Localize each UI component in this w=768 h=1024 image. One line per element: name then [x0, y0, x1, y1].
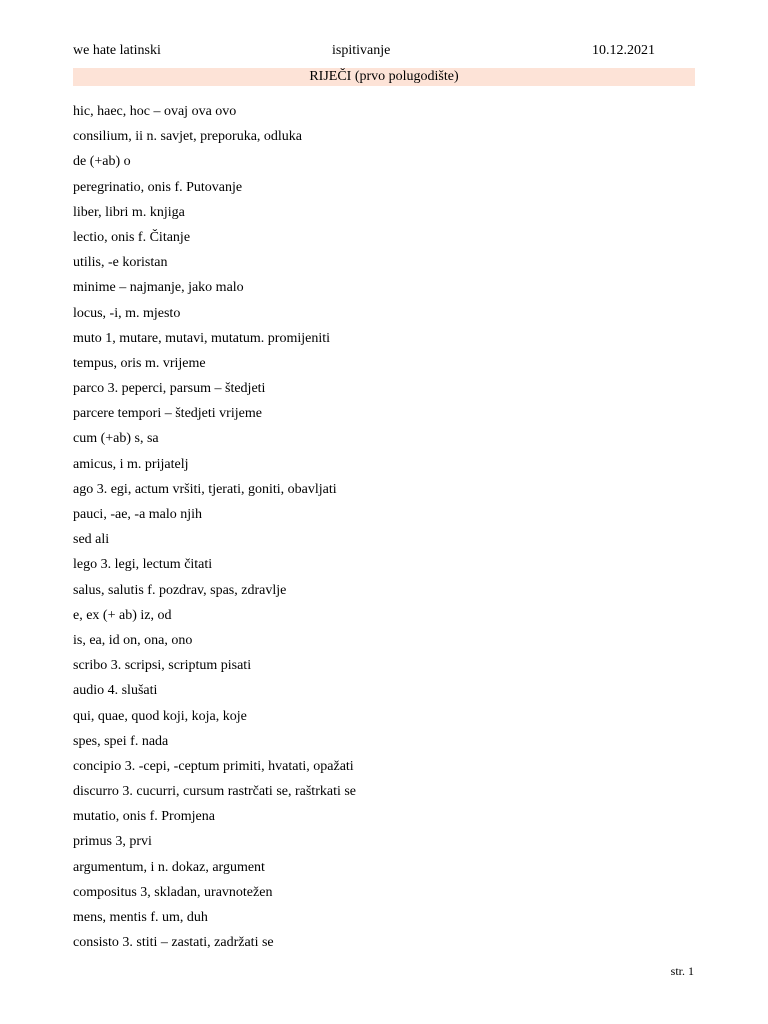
vocabulary-item: de (+ab) o: [73, 154, 131, 170]
vocabulary-item: e, ex (+ ab) iz, od: [73, 607, 172, 623]
vocabulary-list: [73, 102, 693, 958]
vocabulary-item: sed ali: [73, 532, 110, 548]
vocabulary-item: muto 1, mutare, mutavi, mutatum. promijeniti: [73, 330, 331, 346]
header-date: 10.12.2021: [592, 43, 655, 58]
vocabulary-item: tempus, oris m. vrijeme: [73, 355, 206, 371]
vocabulary-item: utilis, -e koristan: [73, 255, 168, 271]
vocabulary-item: cum (+ab) s, sa: [73, 431, 159, 447]
vocabulary-item: parco 3. peperci, parsum – štedjeti: [73, 381, 266, 397]
vocabulary-item: peregrinatio, onis f. Putovanje: [73, 179, 243, 195]
vocabulary-item: is, ea, id on, ona, ono: [73, 632, 193, 648]
vocabulary-item: compositus 3, skladan, uravnotežen: [73, 884, 273, 900]
vocabulary-item: primus 3, prvi: [73, 834, 152, 850]
vocabulary-item: discurro 3. cucurri, cursum rastrčati se, raštrkati se: [73, 784, 357, 800]
vocabulary-item: salus, salutis f. pozdrav, spas, zdravlje: [73, 582, 287, 598]
vocabulary-item: amicus, i m. prijatelj: [73, 456, 189, 472]
header-left-text: we hate latinski: [73, 43, 161, 58]
vocabulary-item: scribo 3. scripsi, scriptum pisati: [73, 658, 252, 674]
vocabulary-item: lectio, onis f. Čitanje: [73, 229, 191, 245]
vocabulary-item: locus, -i, m. mjesto: [73, 305, 181, 321]
vocabulary-item: argumentum, i n. dokaz, argument: [73, 859, 265, 875]
page-number: str. 1: [670, 964, 694, 978]
vocabulary-item: mens, mentis f. um, duh: [73, 910, 208, 925]
vocabulary-item: lego 3. legi, lectum čitati: [73, 557, 213, 573]
vocabulary-item: mutatio, onis f. Promjena: [73, 809, 215, 825]
vocabulary-item: consisto 3. stiti – zastati, zadržati se: [73, 935, 274, 951]
section-title: RIJEČI (prvo polugodište): [73, 68, 695, 86]
vocabulary-item: minime – najmanje, jako malo: [73, 280, 244, 296]
header-center-text: ispitivanje: [332, 43, 391, 58]
vocabulary-item: liber, libri m. knjiga: [73, 204, 185, 220]
vocabulary-item: parcere tempori – štedjeti vrijeme: [73, 406, 262, 422]
vocabulary-item: ago 3. egi, actum vršiti, tjerati, goniti, obavljati: [73, 481, 337, 497]
vocabulary-item: concipio 3. -cepi, -ceptum primiti, hvatati, opažati: [73, 758, 354, 774]
vocabulary-item: consilium, ii n. savjet, preporuka, odluka: [73, 129, 303, 145]
vocabulary-item: qui, quae, quod koji, koja, koje: [73, 708, 247, 724]
vocabulary-item: hic, haec, hoc – ovaj ova ovo: [73, 104, 237, 119]
vocabulary-item: audio 4. slušati: [73, 683, 158, 699]
vocabulary-item: pauci, -ae, -a malo njih: [73, 507, 203, 522]
vocabulary-item: spes, spei f. nada: [73, 733, 169, 749]
page-header: [73, 43, 695, 63]
